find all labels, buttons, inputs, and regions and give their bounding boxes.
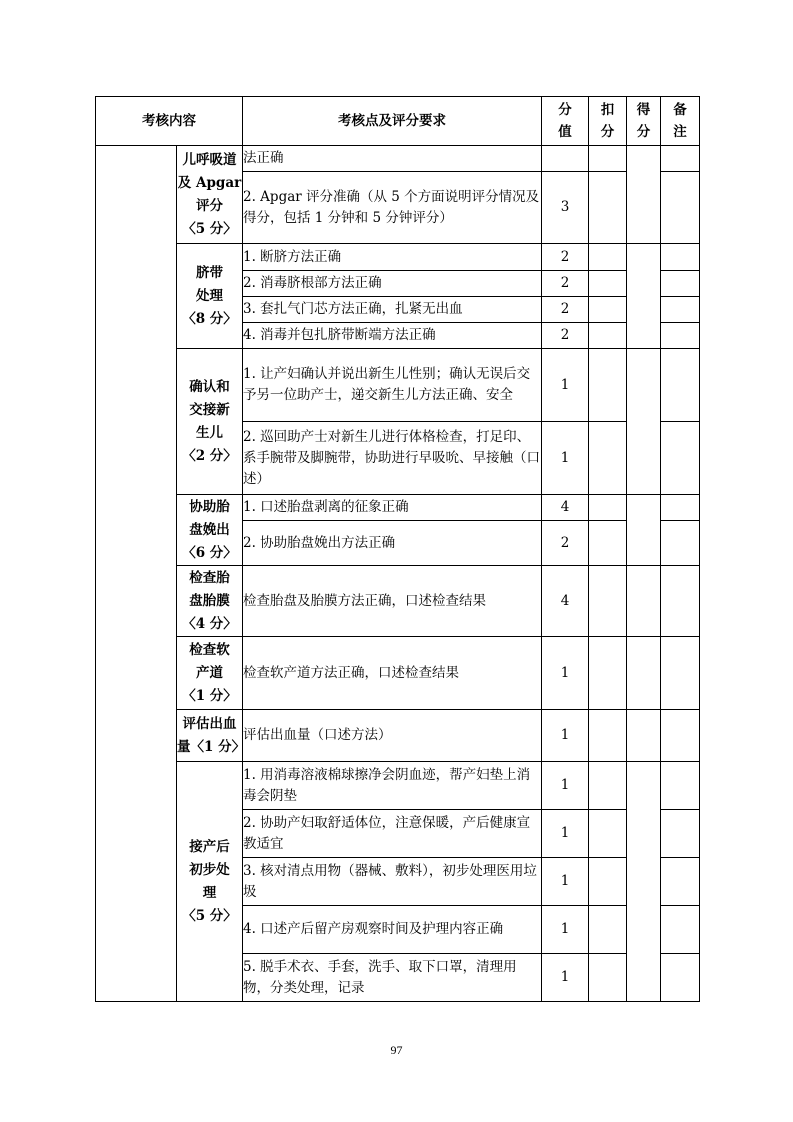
requirement-text: 法正确 bbox=[243, 146, 542, 172]
deduct-cell bbox=[589, 954, 627, 1002]
requirement-text: 4. 消毒并包扎脐带断端方法正确 bbox=[243, 323, 542, 349]
table-row bbox=[96, 710, 700, 762]
requirement-text: 1. 断脐方法正确 bbox=[243, 244, 542, 271]
score-value: 1 bbox=[542, 349, 589, 422]
table-row bbox=[96, 146, 700, 172]
topic-line: 理 bbox=[202, 884, 217, 901]
deduct-cell bbox=[589, 637, 627, 710]
obtained-cell bbox=[627, 710, 661, 762]
header-score-text: 分值 bbox=[558, 102, 572, 140]
requirement-text: 2. 协助胎盘娩出方法正确 bbox=[243, 521, 542, 566]
topic-line: 量〈1 分〉 bbox=[177, 738, 246, 755]
header-note-text: 备注 bbox=[673, 102, 687, 140]
deduct-cell bbox=[589, 172, 627, 244]
note-cell bbox=[661, 349, 700, 422]
topic-line: 〈5 分〉 bbox=[182, 907, 237, 924]
topic-line: 盘娩出 bbox=[189, 521, 230, 538]
deduct-cell bbox=[589, 349, 627, 422]
topic-line: 〈5 分〉 bbox=[182, 220, 237, 237]
score-value: 2 bbox=[542, 521, 589, 566]
note-cell bbox=[661, 710, 700, 762]
note-cell bbox=[661, 422, 700, 495]
score-value: 2 bbox=[542, 244, 589, 271]
obtained-cell bbox=[627, 566, 661, 637]
header-content: 考核内容 bbox=[96, 97, 243, 146]
table-row bbox=[96, 244, 700, 271]
header-score bbox=[542, 97, 589, 146]
topic-line: 初步处 bbox=[189, 861, 230, 878]
note-cell bbox=[661, 146, 700, 172]
obtained-cell bbox=[627, 762, 661, 1002]
score-value: 4 bbox=[542, 495, 589, 521]
score-value: 1 bbox=[542, 906, 589, 954]
requirement-text: 1. 口述胎盘剥离的征象正确 bbox=[243, 495, 542, 521]
note-cell bbox=[661, 637, 700, 710]
score-value: 3 bbox=[542, 172, 589, 244]
score-value: 4 bbox=[542, 566, 589, 637]
requirement-text: 检查胎盘及胎膜方法正确，口述检查结果 bbox=[243, 566, 542, 637]
topic-cell bbox=[177, 244, 243, 349]
score-value: 2 bbox=[542, 323, 589, 349]
note-cell bbox=[661, 954, 700, 1002]
note-cell bbox=[661, 906, 700, 954]
table-row bbox=[96, 637, 700, 710]
deduct-cell bbox=[589, 271, 627, 297]
deduct-cell bbox=[589, 810, 627, 858]
header-requirements: 考核点及评分要求 bbox=[243, 97, 542, 146]
note-cell bbox=[661, 858, 700, 906]
topic-line: 儿呼吸道 bbox=[182, 151, 237, 168]
table-header-row bbox=[96, 97, 700, 146]
deduct-cell bbox=[589, 521, 627, 566]
deduct-cell bbox=[589, 323, 627, 349]
obtained-cell bbox=[627, 637, 661, 710]
topic-line: 评估出血 bbox=[182, 715, 237, 732]
topic-line: 处理 bbox=[196, 287, 223, 304]
topic-cell bbox=[177, 762, 243, 1002]
requirement-text: 5. 脱手术衣、手套，洗手、取下口罩，清理用物，分类处理，记录 bbox=[243, 954, 542, 1002]
topic-line: 〈8 分〉 bbox=[182, 310, 237, 327]
note-cell bbox=[661, 762, 700, 810]
header-deduct bbox=[589, 97, 627, 146]
score-value: 1 bbox=[542, 637, 589, 710]
score-value bbox=[542, 146, 589, 172]
deduct-cell bbox=[589, 297, 627, 323]
obtained-cell bbox=[627, 349, 661, 495]
requirement-text: 3. 套扎气门芯方法正确，扎紧无出血 bbox=[243, 297, 542, 323]
note-cell bbox=[661, 172, 700, 244]
note-cell bbox=[661, 810, 700, 858]
table-row bbox=[96, 762, 700, 810]
topic-line: 检查软 bbox=[189, 641, 230, 658]
note-cell bbox=[661, 566, 700, 637]
topic-cell bbox=[177, 637, 243, 710]
header-note bbox=[661, 97, 700, 146]
requirement-text: 1. 让产妇确认并说出新生儿性别；确认无误后交予另一位助产士，递交新生儿方法正确、安全 bbox=[243, 349, 542, 422]
page-number: 97 bbox=[390, 1043, 403, 1057]
deduct-cell bbox=[589, 495, 627, 521]
note-cell bbox=[661, 323, 700, 349]
table-row bbox=[96, 566, 700, 637]
score-value: 2 bbox=[542, 271, 589, 297]
topic-cell bbox=[177, 566, 243, 637]
requirement-text: 2. Apgar 评分准确（从 5 个方面说明评分情况及得分，包括 1 分钟和 5 分钟评分） bbox=[243, 172, 542, 244]
deduct-cell bbox=[589, 762, 627, 810]
topic-line: 脐带 bbox=[196, 264, 223, 281]
obtained-cell bbox=[627, 495, 661, 566]
note-cell bbox=[661, 244, 700, 271]
topic-line: 生儿 bbox=[196, 424, 223, 441]
requirement-text: 2. 消毒脐根部方法正确 bbox=[243, 271, 542, 297]
score-value: 1 bbox=[542, 422, 589, 495]
obtained-cell bbox=[627, 146, 661, 244]
deduct-cell bbox=[589, 858, 627, 906]
requirement-text: 2. 巡回助产士对新生儿进行体格检查，打足印、系手腕带及脚腕带，协助进行早吸吮、早接触（口述） bbox=[243, 422, 542, 495]
header-get bbox=[627, 97, 661, 146]
requirement-text: 1. 用消毒溶液棉球擦净会阴血迹，帮产妇垫上消毒会阴垫 bbox=[243, 762, 542, 810]
topic-line: 〈6 分〉 bbox=[182, 544, 237, 561]
requirement-text: 检查软产道方法正确，口述检查结果 bbox=[243, 637, 542, 710]
deduct-cell bbox=[589, 906, 627, 954]
topic-line: 确认和 bbox=[189, 378, 230, 395]
requirement-text: 3. 核对清点用物（器械、敷料），初步处理医用垃圾 bbox=[243, 858, 542, 906]
deduct-cell bbox=[589, 146, 627, 172]
topic-line: 及 Apgar bbox=[177, 174, 242, 191]
topic-line: 〈1 分〉 bbox=[182, 687, 237, 704]
score-value: 1 bbox=[542, 954, 589, 1002]
score-value: 1 bbox=[542, 710, 589, 762]
deduct-cell bbox=[589, 710, 627, 762]
topic-line: 〈2 分〉 bbox=[182, 447, 237, 464]
note-cell bbox=[661, 271, 700, 297]
note-cell bbox=[661, 495, 700, 521]
table-row bbox=[96, 349, 700, 422]
requirement-text: 评估出血量（口述方法） bbox=[243, 710, 542, 762]
deduct-cell bbox=[589, 566, 627, 637]
obtained-cell bbox=[627, 244, 661, 349]
topic-cell bbox=[177, 146, 243, 244]
score-value: 2 bbox=[542, 297, 589, 323]
score-value: 1 bbox=[542, 762, 589, 810]
table-row bbox=[96, 495, 700, 521]
topic-line: 盘胎膜 bbox=[189, 592, 230, 609]
score-value: 1 bbox=[542, 810, 589, 858]
topic-cell bbox=[177, 349, 243, 495]
topic-line: 〈4 分〉 bbox=[182, 615, 237, 632]
deduct-cell bbox=[589, 244, 627, 271]
topic-cell bbox=[177, 710, 246, 762]
requirement-text: 4. 口述产后留产房观察时间及护理内容正确 bbox=[243, 906, 542, 954]
outer-category-cell bbox=[96, 146, 177, 1002]
note-cell bbox=[661, 297, 700, 323]
topic-line: 产道 bbox=[196, 664, 223, 681]
score-value: 1 bbox=[542, 858, 589, 906]
topic-cell bbox=[177, 495, 243, 566]
note-cell bbox=[661, 521, 700, 566]
topic-line: 接产后 bbox=[189, 838, 230, 855]
header-deduct-text: 扣分 bbox=[600, 102, 615, 140]
topic-line: 协助胎 bbox=[189, 498, 230, 515]
deduct-cell bbox=[589, 422, 627, 495]
header-get-text: 得分 bbox=[636, 102, 651, 140]
exam-scoring-table bbox=[95, 96, 700, 1002]
topic-line: 评分 bbox=[196, 197, 223, 214]
topic-line: 检查胎 bbox=[189, 569, 230, 586]
topic-line: 交接新 bbox=[189, 401, 230, 418]
requirement-text: 2. 协助产妇取舒适体位，注意保暖，产后健康宣教适宜 bbox=[243, 810, 542, 858]
